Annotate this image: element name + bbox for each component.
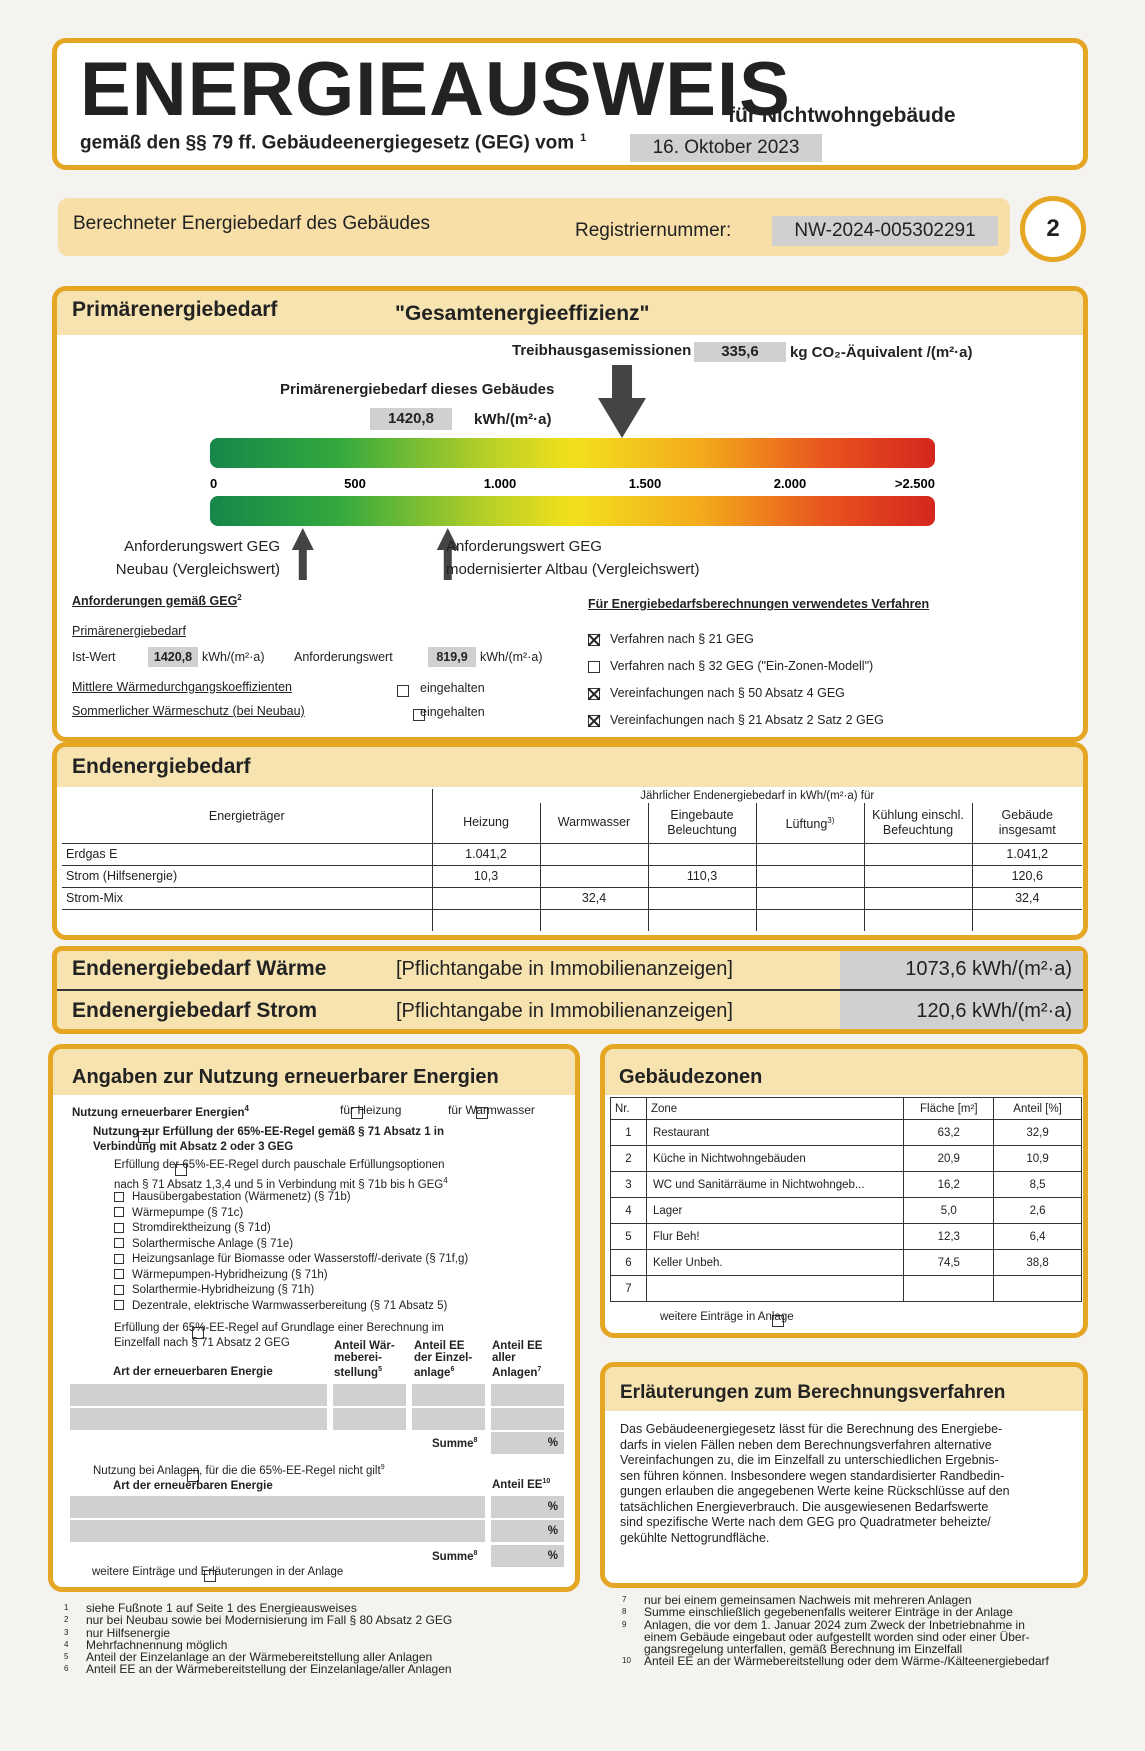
pe-unit: kWh/(m²·a) (474, 411, 552, 428)
zones-table-cell: 3 (611, 1172, 647, 1198)
footnote-number: 6 (64, 1664, 69, 1674)
renew-option[interactable] (114, 1252, 468, 1268)
renew-option[interactable] (114, 1206, 468, 1222)
footnotes-left (64, 1602, 452, 1676)
zones-table-cell: 8,5 (994, 1172, 1082, 1198)
zones-col-header: Zone (646, 1098, 903, 1120)
zones-table-cell: 10,9 (994, 1146, 1082, 1172)
footnote-number: 2 (64, 1615, 69, 1625)
end-table-cell: 10,3 (432, 865, 540, 887)
zones-table-cell: 4 (611, 1198, 647, 1224)
col-anteil-ee: Anteil EE$^{10}$ (492, 1478, 551, 1491)
scale-tick-label: 1.000 (483, 476, 517, 491)
end-table-cell (864, 909, 972, 931)
pe-label: Primärenergiebedarf dieses Gebäudes (280, 381, 555, 398)
footnote-text: siehe Fußnote 1 auf Seite 1 des Energieausweises (86, 1601, 357, 1615)
method-list (588, 632, 884, 740)
col-art-label-2: Art der erneuerbaren Energie (113, 1480, 273, 1492)
group-header: Jährlicher Endenergiebedarf in kWh/(m²·a) für (432, 789, 1082, 803)
pe-arrow-down (598, 365, 646, 438)
zones-table-cell: 63,2 (904, 1120, 994, 1146)
renew-option-checkbox[interactable] (114, 1207, 124, 1217)
scale-tick-label: 500 (344, 476, 366, 491)
zones-header-row (611, 1098, 1082, 1120)
zones-table-cell: 2,6 (994, 1198, 1082, 1224)
zones-table-row (611, 1146, 1082, 1172)
zones-table-cell: 38,8 (994, 1250, 1082, 1276)
zones-table-cell: 6,4 (994, 1224, 1082, 1250)
end-table-cell (540, 865, 648, 887)
anf-value: 819,9 (428, 647, 476, 667)
method-item[interactable] (588, 659, 884, 686)
end-table-cell (648, 887, 756, 909)
footnotes-right (622, 1594, 1049, 1668)
u-value-checkbox[interactable] (397, 685, 409, 697)
renew-use-label: Nutzung erneuerbarer Energien$^4$ (72, 1104, 249, 1119)
end-energy-table (62, 789, 1082, 931)
scale-tick-label: 1.500 (628, 476, 662, 491)
renew-option[interactable] (114, 1237, 468, 1253)
footnote-text: Anteil EE an der Wärmebereitstellung der Einzelanlage/aller Anlagen (86, 1662, 452, 1677)
summer-label: Sommerlicher Wärmeschutz (bei Neubau) (72, 704, 305, 718)
power-label: Endenergiebedarf Strom (72, 999, 318, 1022)
renew-option[interactable] (114, 1268, 468, 1284)
end-table-cell (432, 909, 540, 931)
end-table-cell (756, 887, 864, 909)
end-table-row (62, 865, 1082, 887)
pe-sub-heading: Primärenergiebedarf (72, 624, 186, 638)
footnote-text: Anteil EE an der Wärmebereitstellung oder dem Wärme-/Kälteenergiebedarf (644, 1654, 1049, 1669)
end-table-cell: 1.041,2 (432, 843, 540, 865)
ist-unit: kWh/(m²·a) (202, 650, 265, 664)
ist-label: Ist-Wert (72, 650, 116, 664)
footnote-number: 5 (64, 1652, 69, 1662)
footnote-text: Summe einschließlich gegebenenfalls weiterer Einträge in der Anlage (644, 1605, 1013, 1620)
explain-line: sind spezifische Werte nach dem GEG pro Quadratmeter beheizte/ (620, 1515, 991, 1529)
renew-input-einzel-2[interactable] (412, 1408, 485, 1430)
end-table-cell: 32,4 (540, 887, 648, 909)
calc-text: Erfüllung der 65%-EE-Regel auf Grundlage einer Berechnung im Einzelfall nach § 71 Absatz 2 GEG (114, 1322, 444, 1349)
end-table-cell (62, 909, 432, 931)
renew-option-list (114, 1190, 468, 1314)
footnote-text: einem Gebäude eingebaut oder aufgestellt worden sind oder einer Über- (644, 1629, 1030, 1644)
method-item[interactable] (588, 686, 884, 713)
footnote (622, 1655, 1049, 1667)
zones-title: Gebäudezonen (619, 1066, 763, 1088)
heat-label: Endenergiebedarf Wärme (72, 957, 327, 980)
zones-table-row (611, 1276, 1082, 1302)
end-col-header: Heizung (432, 803, 540, 843)
zones-table-cell: 32,9 (994, 1120, 1082, 1146)
scale-tick-label: >2.500 (894, 476, 935, 491)
footnote-text: Anlagen, die vor dem 1. Januar 2024 zum Zweck der Inbetriebnahme in (644, 1617, 1025, 1632)
section-label: Berechneter Energiebedarf des Gebäudes (73, 213, 431, 234)
zones-table-cell: 74,5 (904, 1250, 994, 1276)
renew-option-checkbox[interactable] (114, 1223, 124, 1233)
zones-col-header: Nr. (611, 1098, 647, 1120)
ghg-unit: kg CO₂-Äquivalent /(m²·a) (790, 344, 973, 361)
renew-input-art-1[interactable] (70, 1384, 327, 1406)
pe-value: 1420,8 (370, 408, 452, 430)
renew-ww-label: für Warmwasser (448, 1103, 535, 1117)
footnote-text: nur Hilfsenergie (86, 1625, 171, 1640)
renew-option-label: Heizungsanlage für Biomasse oder Wasserstoff/-derivate (§ 71f,g) (132, 1253, 469, 1265)
registration-number: NW-2024-005302291 (772, 216, 998, 246)
footnote-number: 8 (622, 1607, 627, 1617)
renew-option-label: Dezentrale, elektrische Warmwasserbereitung (§ 71 Absatz 5) (132, 1299, 448, 1312)
zones-table-cell (904, 1276, 994, 1302)
heat-value: 1073,6 kWh/(m²·a) (905, 958, 1072, 980)
end-col-header: Warmwasser (540, 803, 648, 843)
rule-text: Nutzung zur Erfüllung der 65%-EE-Regel gemäß § 71 Absatz 1 in Verbindung mit Absatz 2 oder 3 GEG (93, 1126, 445, 1153)
method-label: Verfahren nach § 32 GEG ("Ein-Zonen-Modell") (610, 659, 874, 673)
zones-table-cell: 5 (611, 1224, 647, 1250)
zones-table-cell: 16,2 (904, 1172, 994, 1198)
renew-input-ee-2[interactable]: % (491, 1520, 564, 1542)
col-anteil-alle: Anteil EE aller Anlagen$^7$ (492, 1340, 543, 1379)
renew-option-label: Hausübergabestation (Wärmenetz) (§ 71b) (132, 1191, 351, 1203)
summe-input-2[interactable]: % (491, 1545, 564, 1567)
ghg-value: 335,6 (694, 342, 786, 362)
zones-table-cell: 7 (611, 1276, 647, 1302)
zones-table-cell: Lager (646, 1198, 903, 1224)
zones-table-cell: 2 (611, 1146, 647, 1172)
explain-line: tatsächlichen Energieverbrauch. Die ausgewiesenen Bedarfswerte (620, 1499, 989, 1514)
renew-input-alle-2[interactable] (491, 1408, 564, 1430)
end-table-cell (864, 843, 972, 865)
zones-table-cell: 1 (611, 1120, 647, 1146)
zones-table-cell: Küche in Nichtwohngebäuden (646, 1146, 903, 1172)
footnote-number: 4 (64, 1639, 69, 1649)
renew-option-label: Wärmepumpe (§ 71c) (132, 1206, 244, 1219)
renew-option-checkbox[interactable] (114, 1254, 124, 1264)
renew-option-checkbox[interactable] (114, 1192, 124, 1202)
footnote-text: Mehrfachnennung möglich (86, 1637, 228, 1652)
end-table-cell (756, 909, 864, 931)
end-col-header: Gebäude insgesamt (972, 803, 1082, 843)
footnote-text: Anteil der Einzelanlage an der Wärmebereitstellung aller Anlagen (86, 1650, 433, 1665)
end-table-cell (864, 865, 972, 887)
footnote-number: 3 (64, 1627, 69, 1637)
renew-input-alle-1[interactable] (491, 1384, 564, 1406)
renew-input-art-2[interactable] (70, 1408, 327, 1430)
end-table-cell (756, 865, 864, 887)
renewable-title: Angaben zur Nutzung erneuerbarer Energien (72, 1066, 499, 1088)
renew-option[interactable] (114, 1299, 468, 1315)
end-table-cell (972, 909, 1082, 931)
zones-table-row (611, 1250, 1082, 1276)
renew-input-waerme-1[interactable] (333, 1384, 406, 1406)
explain-line: gungen erlauben die angegebenen Werte keine Rückschlüsse auf den (620, 1484, 1010, 1498)
zones-table-cell (646, 1276, 903, 1302)
zones-table-cell: 5,0 (904, 1198, 994, 1224)
law-reference: gemäß den §§ 79 ff. Gebäudeenergiegesetz (GEG) vom $^1$ (80, 132, 587, 154)
zones-table-cell: Flur Beh! (646, 1224, 903, 1250)
footnote-number: 9 (622, 1619, 627, 1629)
renew-option-checkbox[interactable] (114, 1300, 124, 1310)
end-table-cell: 32,4 (972, 887, 1082, 909)
end-energy-title: Endenergiebedarf (72, 755, 251, 778)
end-col-header: Eingebaute Beleuchtung (648, 803, 756, 843)
method-heading: Für Energiebedarfsberechnungen verwendetes Verfahren (588, 597, 930, 611)
renew-option-label: Wärmepumpen-Hybridheizung (§ 71h) (132, 1268, 328, 1281)
scale-bar-top (210, 438, 935, 468)
col-energietraeger: Energieträger (62, 789, 432, 843)
end-table-row (62, 909, 1082, 931)
end-table-cell: 1.041,2 (972, 843, 1082, 865)
end-table-cell: 110,3 (648, 865, 756, 887)
zones-table-row (611, 1224, 1082, 1250)
method-checkbox[interactable] (588, 715, 600, 727)
renew-option-checkbox[interactable] (114, 1285, 124, 1295)
u-value-label: Mittlere Wärmedurchgangskoeffizienten (72, 680, 293, 694)
footnote-text: nur bei Neubau sowie bei Modernisierung im Fall § 80 Absatz 2 GEG (86, 1613, 453, 1628)
renew-option-label: Solarthermische Anlage (§ 71e) (132, 1237, 294, 1250)
end-table-cell (864, 887, 972, 909)
zones-table-row (611, 1198, 1082, 1224)
summe-label-2: Summe$^8$ (432, 1550, 478, 1563)
end-table-row (62, 887, 1082, 909)
summary-divider (57, 989, 1083, 991)
end-table-cell: 120,6 (972, 865, 1082, 887)
scale-tick-label: 0 (210, 476, 218, 491)
renew-input-einzel-1[interactable] (412, 1384, 485, 1406)
zones-table-cell: WC und Sanitärräume in Nichtwohngeb... (646, 1172, 903, 1198)
explain-text (620, 1422, 1080, 1546)
explain-line: Vereinfachungen zu, die im Einzelfall zu unterschiedlichen Ergebnis- (620, 1453, 999, 1467)
method-item[interactable] (588, 632, 884, 659)
renew-input-art-4[interactable] (70, 1520, 485, 1542)
explain-line: gekühlte Nettogrundfläche. (620, 1530, 770, 1545)
u-value-status: eingehalten (420, 681, 485, 695)
req-old-label: Anforderungswert GEG modernisierter Altbau (Vergleichswert) (446, 538, 700, 578)
end-col-header: Kühlung einschl. Befeuchtung (864, 803, 972, 843)
end-table-cell (432, 887, 540, 909)
renew-more-text: weitere Einträge und Erläuterungen in der Anlage (92, 1566, 344, 1578)
method-label: Vereinfachungen nach § 50 Absatz 4 GEG (610, 686, 845, 700)
renew-input-art-3[interactable] (70, 1496, 485, 1518)
footnote-number: 10 (622, 1656, 631, 1666)
zones-table-cell: Restaurant (646, 1120, 903, 1146)
registration-label: Registriernummer: (575, 220, 732, 241)
renew-option[interactable] (114, 1221, 468, 1237)
building-type: für Nichtwohngebäude (728, 104, 956, 127)
summer-status: eingehalten (420, 705, 485, 719)
renew-heat-label: für Heizung (340, 1103, 402, 1117)
zones-table-cell: 12,3 (904, 1224, 994, 1250)
page-number-badge: 2 (1020, 196, 1086, 262)
renew-option[interactable] (114, 1283, 468, 1299)
end-table-cell (756, 843, 864, 865)
method-checkbox[interactable] (588, 688, 600, 700)
footnote-number: 1 (64, 1603, 69, 1612)
zones-col-header: Anteil [%] (994, 1098, 1082, 1120)
zones-table-cell: Keller Unbeh. (646, 1250, 903, 1276)
renew-option-checkbox[interactable] (114, 1238, 124, 1248)
nonrule-text: Nutzung bei Anlagen, für die die 65%-EE-Regel nicht gilt$^9$ (93, 1464, 385, 1477)
end-table-cell: Strom (Hilfsenergie) (62, 865, 432, 887)
renew-option-label: Solarthermie-Hybridheizung (§ 71h) (132, 1284, 315, 1296)
method-item[interactable] (588, 713, 884, 740)
heat-note: [Pflichtangabe in Immobilienanzeigen] (396, 958, 733, 980)
summe-input-1[interactable]: % (491, 1432, 564, 1454)
zones-table-cell: 20,9 (904, 1146, 994, 1172)
end-table-cell (540, 843, 648, 865)
explain-line: sen führen können. Insbesondere wegen standardisierter Randbedin- (620, 1468, 1005, 1483)
end-col-header: Lüftung$^{3)}$ (756, 803, 864, 843)
footnote-number: 7 (622, 1595, 627, 1604)
power-value: 120,6 kWh/(m²·a) (916, 1000, 1072, 1022)
req-new-label: Anforderungswert GEG Neubau (Vergleichswert) (115, 538, 280, 578)
explain-title: Erläuterungen zum Berechnungsverfahren (620, 1382, 1006, 1403)
scale-tick-label: 2.000 (773, 476, 807, 491)
col-anteil-waerme: Anteil Wär- meberei- stellung$^5$ (334, 1340, 395, 1379)
zones-table (610, 1097, 1082, 1302)
renew-input-ee-1[interactable]: % (491, 1496, 564, 1518)
ist-value: 1420,8 (148, 647, 198, 667)
zones-table-row (611, 1172, 1082, 1198)
footnote-text: nur bei einem gemeinsamen Nachweis mit mehreren Anlagen (644, 1593, 972, 1607)
end-group-header-row (62, 789, 1082, 803)
explain-line: Das Gebäudeenergiegesetz lässt für die Berechnung des Energiebe- (620, 1422, 1003, 1436)
footnote (64, 1663, 452, 1675)
anf-label: Anforderungswert (294, 650, 393, 664)
renew-option[interactable] (114, 1190, 468, 1206)
law-date: 16. Oktober 2023 (630, 134, 822, 162)
renew-option-checkbox[interactable] (114, 1269, 124, 1279)
col-anteil-einzel: Anteil EE der Einzel- anlage$^6$ (414, 1340, 473, 1379)
end-table-cell: Strom-Mix (62, 887, 432, 909)
zones-col-header: Fläche [m²] (904, 1098, 994, 1120)
end-table-row (62, 843, 1082, 865)
end-table-cell (648, 843, 756, 865)
method-label: Vereinfachungen nach § 21 Absatz 2 Satz 2 GEG (610, 713, 884, 727)
zones-table-row (611, 1120, 1082, 1146)
requirements-heading: Anforderungen gemäß GEG$^2$ (72, 593, 242, 609)
method-label: Verfahren nach § 21 GEG (610, 632, 754, 646)
col-art-label: Art der erneuerbaren Energie (113, 1366, 273, 1378)
document-title: ENERGIEAUSWEIS (80, 47, 791, 132)
explain-line: darfs in vielen Fällen neben dem Berechnungsverfahren alternative (620, 1437, 992, 1452)
zones-more-text: weitere Einträge in Anlage (660, 1311, 794, 1323)
footnote-text: gangsregelung unterfallen, gemäß Berechnung im Einzelfall (644, 1642, 963, 1657)
zones-table-cell: 6 (611, 1250, 647, 1276)
method-checkbox[interactable] (588, 661, 600, 673)
end-table-cell (648, 909, 756, 931)
anf-unit: kWh/(m²·a) (480, 650, 543, 664)
total-efficiency-title: "Gesamtenergieeffizienz" (395, 302, 650, 325)
end-table-cell (540, 909, 648, 931)
method-checkbox[interactable] (588, 634, 600, 646)
req-new-arrow-up (292, 528, 314, 580)
summe-label-1: Summe$^8$ (432, 1437, 478, 1450)
primary-energy-title: Primärenergiebedarf (72, 298, 278, 321)
option-group-text: Erfüllung der 65%-EE-Regel durch pauschale Erfüllungsoptionen nach § 71 Absatz 1,3,4 und 5 in Verbindung mit § 71b bis h GEG$^4$ (114, 1159, 448, 1191)
renew-option-label: Stromdirektheizung (§ 71d) (132, 1222, 271, 1234)
end-table-cell: Erdgas E (62, 843, 432, 865)
scale-bar-bottom (210, 496, 935, 526)
zones-table-cell (994, 1276, 1082, 1302)
renew-input-waerme-2[interactable] (333, 1408, 406, 1430)
power-note: [Pflichtangabe in Immobilienanzeigen] (396, 1000, 733, 1022)
ghg-label: Treibhausgasemissionen (512, 342, 692, 359)
